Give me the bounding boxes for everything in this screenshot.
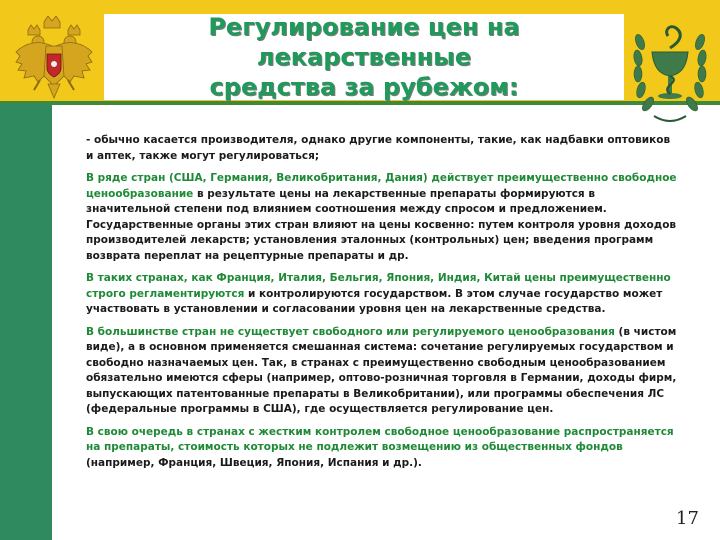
slide-title-line-2: средства за рубежом: <box>209 73 519 101</box>
paragraph-strict-regulation-text: и контролируются государством. В этом случае государство может участвовать в установлении и согласовании уровня цен на лекарственные средства. <box>86 287 663 315</box>
russian-coat-of-arms-icon <box>14 16 94 100</box>
slide-title-line-1: Регулирование цен на лекарственные <box>208 13 520 71</box>
paragraph-mixed-system <box>86 325 680 418</box>
paragraph-strict-regulation-highlight: В таких странах, как Франция, Италия, Бельгия, Япония, Индия, Китай цены преимущественно строго регламентируются <box>86 272 671 300</box>
paragraph-intro <box>86 133 680 164</box>
paragraph-strict-control-highlight: В свою очередь в странах с жестким контролем свободное ценообразование распространяется на препараты, стоимость которых не подлежит возмещению из общественных фондов <box>86 425 674 453</box>
paragraph-mixed-system-highlight: В большинстве стран не существует свободного или регулируемого ценообразования <box>86 325 615 338</box>
paragraph-strict-control-text: (например, Франция, Швеция, Япония, Испания и др.). <box>86 456 422 469</box>
paragraph-mixed-system-text: (в чистом виде), а в основном применяется смешанная система: сочетание регулируемых государством и свободно назначаемых цен. Так, в странах с преимущественно свободным ценообразованием обязательно имеются сферы (например, оптово-розничная торговля в Германии, доходы фирм, выпускающих патентованные препараты в Великобритании), или программы обеспечения ЛС (федеральные программы в США), где осуществляется регулирование цен. <box>86 325 677 415</box>
paragraph-strict-regulation <box>86 271 680 318</box>
slide-body <box>86 133 680 478</box>
left-stripe <box>0 104 52 540</box>
paragraph-free-pricing-text: в результате цены на лекарственные препараты формируются в значительной степени под влиянием соотношения между спросом и предложением. Государственные органы этих стран влияют на цены косвенно: путем контроля уровня доходов производителей лекарств; установления эталонных (контрольных) цен; введения программ возврата переплат на рецептурные препараты и др. <box>86 187 677 262</box>
paragraph-free-pricing-highlight: В ряде стран (США, Германия, Великобритания, Дания) действует преимущественно свободное ценообразование <box>86 172 677 200</box>
paragraph-intro-text: - обычно касается производителя, однако другие компоненты, такие, как надбавки оптовиков и аптек, также могут регулироваться; <box>86 134 671 162</box>
paragraph-free-pricing <box>86 171 680 264</box>
bowl-of-hygieia-icon <box>628 12 712 132</box>
page-number: 17 <box>676 508 699 529</box>
paragraph-strict-control <box>86 425 680 472</box>
title-box <box>104 14 624 100</box>
